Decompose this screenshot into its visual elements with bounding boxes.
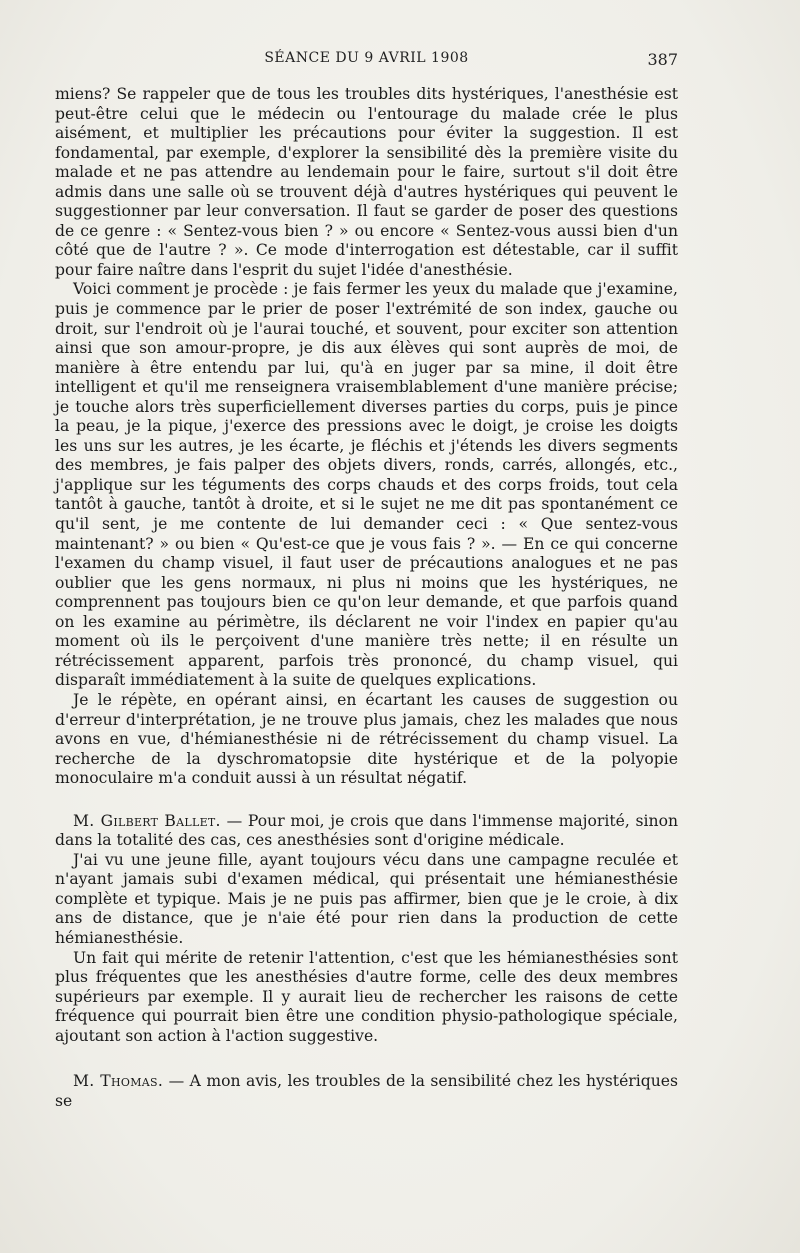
speaker-name: M. Gilbert Ballet.	[73, 811, 221, 830]
paragraph-case-report: J'ai vu une jeune fille, ayant toujours vécu dans une campagne reculée et n'ayant jamais subi d'examen médical, qui présentait une hémianesthésie complète et typique. Mais je ne puis pas affirmer, bien que je le croie, à dix ans de distance, que je n'aie été pour rien dans la production de cette hémianesthésie.	[55, 850, 678, 947]
body-text	[55, 85, 678, 1111]
speaker-name: M. Thomas.	[73, 1072, 164, 1091]
paragraph-conclusion: Je le répète, en opérant ainsi, en écartant les causes de suggestion ou d'erreur d'interprétation, je ne trouve plus jamais, chez les malades que nous avons en vue, d'hémianesthésie ni de rétrécissement du champ visuel. La recherche de la dyschromatopsie dite hystérique et de la polyopie monoculaire m'a conduit aussi à un résultat négatif.	[55, 690, 678, 788]
paragraph-text: — Pour moi, je crois que dans l'immense majorité, sinon dans la totalité des cas, ces anesthésies sont d'origine médicale.	[55, 811, 679, 850]
paragraph-continuation: miens? Se rappeler que de tous les troubles dits hystériques, l'anesthésie est peut-être celui que le médecin ou l'entourage du malade crée le plus aisément, et multiplier les précautions pour éviter la suggestion. Il est fondamental, par exemple, d'explorer la sensibilité dès la première visite du malade et ne pas attendre au lendemain pour le faire, surtout s'il doit être admis dans une salle où se trouvent déjà d'autres hystériques qui peuvent le suggestionner par leur conversation. Il faut se garder de poser des questions de ce genre : « Sentez-vous bien ? » ou encore « Sentez-vous aussi bien d'un côté que de l'autre ? ». Ce mode d'interrogation est détestable, car il suffit pour faire naître dans l'esprit du sujet l'idée d'anesthésie.	[55, 85, 678, 279]
paragraph-procedure: Voici comment je procède : je fais fermer les yeux du malade que j'examine, puis je commence par le prier de poser l'extrémité de son index, gauche ou droit, sur l'endroit où je l'aurai touché, et souvent, pour exciter son attention ainsi que son amour-propre, je dis aux élèves qui sont auprès de moi, de manière à être entendu par lui, qu'à en juger par sa mine, il doit être intelligent et qu'il me renseignera vraisemblablement d'une manière précise; je touche alors très superficiellement diverses parties du corps, puis je pince la peau, je la pique, j'exerce des pressions avec le doigt, je croise les doigts les uns sur les autres, je les écarte, je fléchis et j'étends les divers segments des membres, je fais palper des objets divers, ronds, carrés, allongés, etc., j'applique sur les téguments des corps chauds et des corps froids, tout cela tantôt à gauche, tantôt à droite, et si le sujet ne me dit pas spontanément ce qu'il sent, je me contente de lui demander ceci : « Que sentez-vous maintenant? » ou bien « Qu'est-ce que je vous fais ? ». — En ce qui concerne l'examen du champ visuel, il faut user de précautions analogues et ne pas oublier que les gens normaux, ni plus ni moins que les hystériques, ne comprennent pas toujours bien ce qu'on leur demande, et que parfois quand on les examine au périmètre, ils déclarent ne voir l'index en papier qu'au moment où ils le perçoivent d'une manière très nette; il en résulte un rétrécissement apparent, parfois très prononcé, du champ visuel, qui disparaît immédiatement à la suite de quelques explications.	[55, 280, 678, 690]
page-number: 387	[647, 50, 678, 69]
running-title: SÉANCE DU 9 AVRIL 1908	[264, 50, 469, 66]
paragraph-text: — A mon avis, les troubles de la sensibilité chez les hystériques se	[55, 1072, 678, 1110]
paragraph-thomas-intervention	[55, 1072, 678, 1111]
paragraph-ballet-intervention	[55, 812, 678, 851]
running-header	[55, 50, 678, 72]
paragraph-frequency: Un fait qui mérite de retenir l'attention, c'est que les hémianesthésies sont plus fréquentes que les anesthésies d'autre forme, celle des deux membres supérieurs par exemple. Il y aurait lieu de rechercher les raisons de cette fréquence qui pourrait bien être une condition physio-pathologique spéciale, ajoutant son action à l'action suggestive.	[55, 948, 678, 1045]
